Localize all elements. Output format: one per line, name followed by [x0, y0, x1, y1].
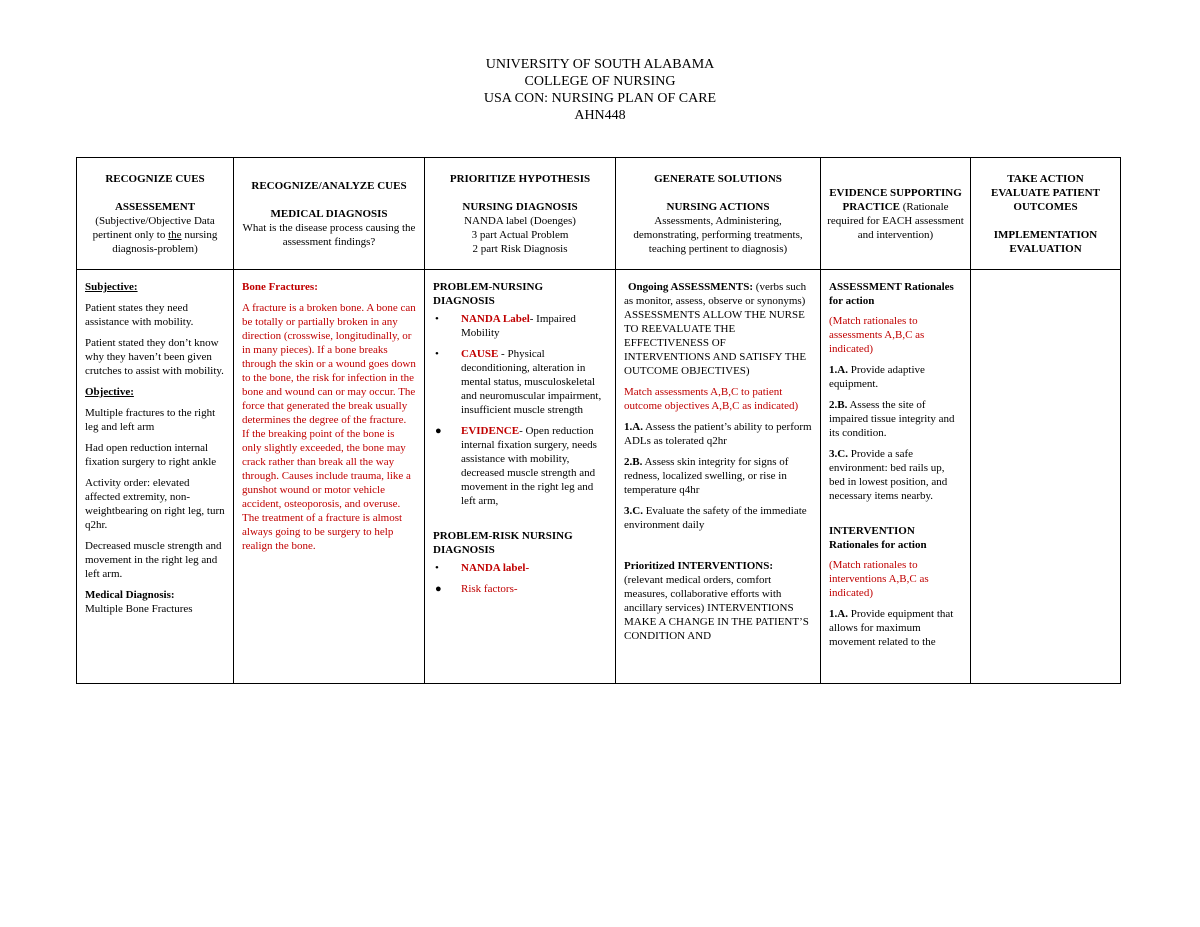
assessment-match-note: (Match rationales to assessments A,B,C as indicated) [829, 315, 925, 355]
header-subtitle: MEDICAL DIAGNOSIS [270, 207, 388, 220]
ongoing-assessments: Ongoing ASSESSMENTS: (verbs such as monitor, assess, observe or synonyms) ASSESSMENTS ALLOW THE NURSE TO REEVALUATE THE EFFECTIVENESS OF INTERVENTIONS AND SATISFY THE OUTCOME OBJECTIVES) [624, 281, 807, 377]
disease-description: A fracture is a broken bone. A bone can be totally or partially broken in any direction (crosswise, longitudinally, or in many pieces). If a bone breaks through the skin or a wound goes down to the bone, the risk for infection in the bone and wound can or may occur. The force that generated the break usually determines the degree of the fracture. If the breaking point of the bone is only slightly exceeded, the bone may crack rather than break all the way through. Causes include trauma, like a gunshot wound or motor vehicle accident, osteoporosis, and overuse. The treatment of a fracture is almost always going to be surgery to help realign the bone. [242, 302, 416, 552]
header-description: (Subjective/Objective Data pertinent only to the nursing diagnosis-problem) [92, 214, 218, 255]
header-recognize-cues [77, 158, 234, 270]
assessment-item: 2.B. Assess skin integrity for signs of redness, localized swelling, or rise in temperature q4hr [624, 456, 789, 496]
cell-nursing-diagnosis [425, 270, 616, 684]
university-name: UNIVERSITY OF SOUTH ALABAMA [485, 57, 715, 72]
bullet-icon: • [435, 348, 439, 360]
assessment-item: 3.C. Evaluate the safety of the immediate environment daily [624, 505, 807, 531]
college-name: COLLEGE OF NURSING [524, 74, 676, 89]
subjective-item: Patient states they need assistance with mobility. [85, 302, 194, 328]
cell-nursing-actions [616, 270, 821, 684]
header-subtitle: IMPLEMENTATION EVALUATION [993, 228, 1098, 255]
cell-assessment [77, 270, 234, 684]
list-item: • NANDA Label- Impaired Mobility [435, 313, 576, 339]
list-item: • NANDA label- [435, 562, 530, 574]
bullet-icon: ● [435, 425, 442, 437]
subjective-item: Patient stated they don’t know why they haven’t been given crutches to assist with mobility. [85, 337, 224, 377]
header-description: (Rationale required for EACH assessment and intervention) [827, 200, 964, 241]
problem-diagnosis-heading: PROBLEM-NURSING DIAGNOSIS [433, 281, 544, 307]
list-item: ● EVIDENCE- Open reduction internal fixation surgery, needs assistance with mobility, decreased muscle strength and movement in the right leg and left arm, [435, 425, 597, 507]
header-title: GENERATE SOLUTIONS [654, 172, 782, 185]
intervention-rationale-heading: INTERVENTION Rationales for action [829, 525, 927, 551]
medical-diagnosis-heading: Medical Diagnosis: [85, 589, 175, 601]
table-header-row [77, 158, 1121, 270]
header-title: PRIORITIZE HYPOTHESIS [449, 172, 591, 185]
disease-heading: Bone Fractures: [242, 281, 318, 293]
header-subtitle: NURSING DIAGNOSIS [462, 200, 578, 213]
objective-item: Decreased muscle strength and movement in the right leg and left arm. [85, 540, 222, 580]
care-plan-table [76, 157, 1121, 684]
header-description: What is the disease process causing the assessment findings? [242, 221, 416, 248]
header-title: RECOGNIZE/ANALYZE CUES [251, 179, 407, 192]
objective-item: Had open reduction internal fixation surgery to right ankle [85, 442, 217, 468]
assessment-item: 1.A. Assess the patient’s ability to perform ADLs as tolerated q2hr [624, 421, 812, 447]
header-title: RECOGNIZE CUES [105, 172, 205, 185]
cell-medical-diagnosis [234, 270, 425, 684]
list-item: • CAUSE - Physical deconditioning, alteration in mental status, musculoskeletal and neuromuscular impairment, insufficient muscle strength [435, 348, 602, 416]
intervention-match-note: (Match rationales to interventions A,B,C as indicated) [829, 559, 929, 599]
header-analyze-cues [234, 158, 425, 270]
bullet-icon: ● [435, 583, 442, 595]
header-line: 3 part Actual Problem [471, 228, 569, 241]
course-code: AHN448 [574, 108, 626, 123]
problem-diagnosis-list [433, 312, 607, 508]
subjective-heading: Subjective: [85, 281, 138, 293]
risk-diagnosis-list [433, 561, 607, 596]
header-title: EVIDENCE SUPPORTING PRACTICE [829, 186, 962, 213]
prioritized-interventions: Prioritized INTERVENTIONS: (relevant medical orders, comfort measures, collaborative efforts with ancillary services) INTERVENTIONS MAKE A CHANGE IN THE PATIENT’S CONDITION AND [624, 560, 809, 642]
objective-item: Multiple fractures to the right leg and left arm [85, 407, 216, 433]
header-prioritize-hypothesis [425, 158, 616, 270]
rationale-item: 2.B. Assess the site of impaired tissue integrity and its condition. [829, 399, 955, 439]
match-instructions: Match assessments A,B,C to patient outcome objectives A,B,C as indicated) [624, 386, 799, 412]
rationale-item: 3.C. Provide a safe environment: bed rails up, bed in lowest position, and necessary items nearby. [829, 448, 948, 502]
bullet-icon: • [435, 562, 439, 574]
rationale-item: 1.A. Provide equipment that allows for maximum movement related to the [829, 608, 954, 648]
document-header [0, 56, 1200, 124]
medical-diagnosis-value: Multiple Bone Fractures [85, 603, 193, 615]
header-line: NANDA label (Doenges) [464, 214, 576, 227]
header-subtitle: NURSING ACTIONS [666, 200, 770, 213]
header-line: 2 part Risk Diagnosis [472, 242, 568, 255]
cell-evaluation [971, 270, 1121, 684]
list-item: ● Risk factors- [435, 583, 518, 595]
bullet-icon: • [435, 313, 439, 325]
assessment-rationale-heading: ASSESSMENT Rationales for action [829, 281, 954, 307]
header-take-action [971, 158, 1121, 270]
header-title: TAKE ACTION EVALUATE PATIENT OUTCOMES [991, 172, 1100, 213]
header-subtitle: ASSESSEMENT [114, 200, 196, 213]
header-evidence-practice [821, 158, 971, 270]
objective-item: Activity order: elevated affected extremity, non-weightbearing on right leg, turn q2hr. [85, 477, 225, 531]
table-body-row [77, 270, 1121, 684]
header-generate-solutions [616, 158, 821, 270]
objective-heading: Objective: [85, 386, 134, 398]
plan-title: USA CON: NURSING PLAN OF CARE [483, 91, 717, 106]
risk-diagnosis-heading: PROBLEM-RISK NURSING DIAGNOSIS [433, 530, 573, 556]
rationale-item: 1.A. Provide adaptive equipment. [829, 364, 925, 390]
header-description: Assessments, Administering, demonstrating, performing treatments, teaching pertinent to diagnosis) [633, 214, 803, 255]
cell-evidence [821, 270, 971, 684]
